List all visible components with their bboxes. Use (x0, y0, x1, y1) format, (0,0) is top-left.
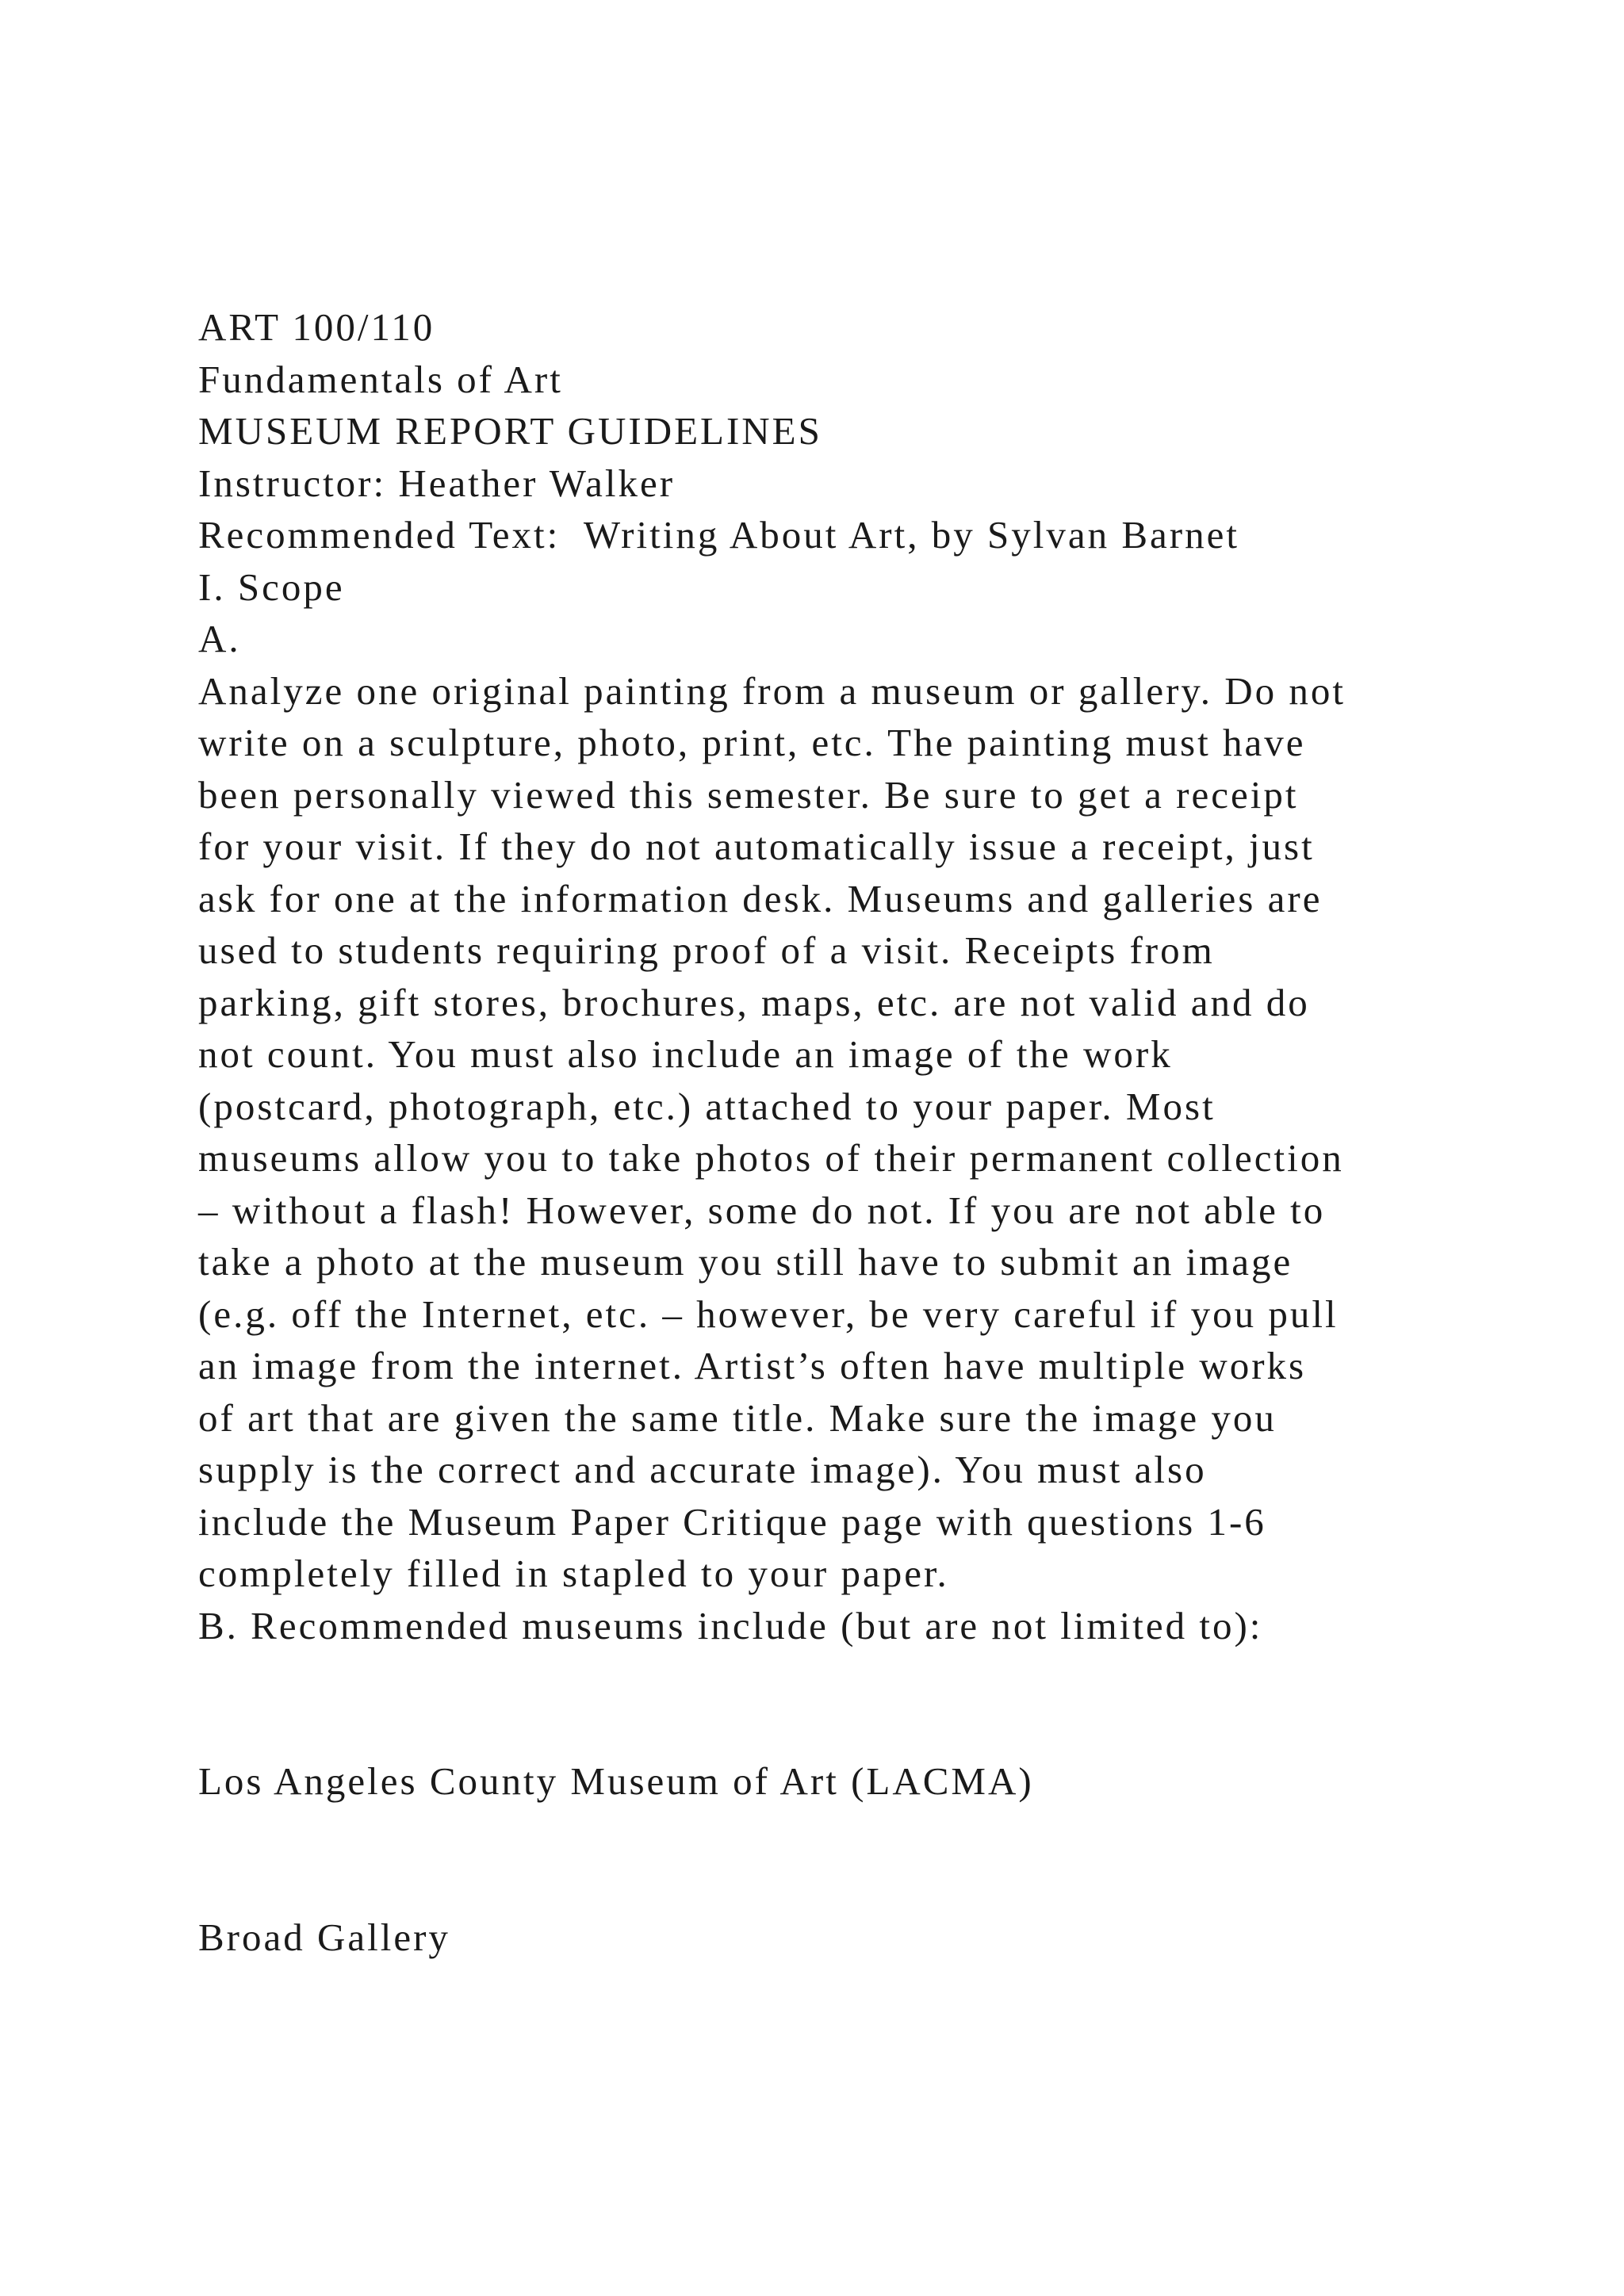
museum-item-broad: Broad Gallery (198, 1915, 450, 1959)
recommended-text-line: Recommended Text: Writing About Art, by Sylvan Barnet (198, 513, 1239, 557)
section-heading-scope: I. Scope (198, 564, 345, 609)
item-a-label: A. (198, 617, 241, 660)
report-title: MUSEUM REPORT GUIDELINES (198, 409, 822, 453)
item-b-line: B. Recommended museums include (but are not limited to): (198, 1603, 1263, 1647)
document-body (198, 301, 1467, 1963)
instructor-line: Instructor: Heather Walker (198, 461, 676, 505)
course-code: ART 100/110 (198, 305, 435, 349)
museum-item-lacma: Los Angeles County Museum of Art (LACMA) (198, 1759, 1034, 1803)
spacer (198, 1808, 1467, 1911)
spacer (198, 1651, 1467, 1755)
item-a-paragraph: Analyze one original painting from a museum or gallery. Do not write on a sculpture, photo, print, etc. The painting must have been personally viewed this semester. Be sure to get a receipt for your visit. If they do not automatically issue a receipt, just ask for one at the information desk. Museums and galleries are used to students requiring proof of a visit. Receipts from parking, gift stores, brochures, maps, etc. are not valid and do not count. You must also include an image of the work (postcard, photograph, etc.) attached to your paper. Most museums allow you to take photos of their permanent collection – without a flash! However, some do not. If you are not able to take a photo at the museum you still have to submit an image (e.g. off the Internet, etc. – however, be very careful if you pull an image from the internet. Artist’s often have multiple works of art that are given the same title. Make sure the image you supply is the correct and accurate image). You must also include the Museum Paper Critique page with questions 1-6 completely filled in stapled to your paper. (198, 668, 1346, 1595)
course-title: Fundamentals of Art (198, 357, 563, 401)
